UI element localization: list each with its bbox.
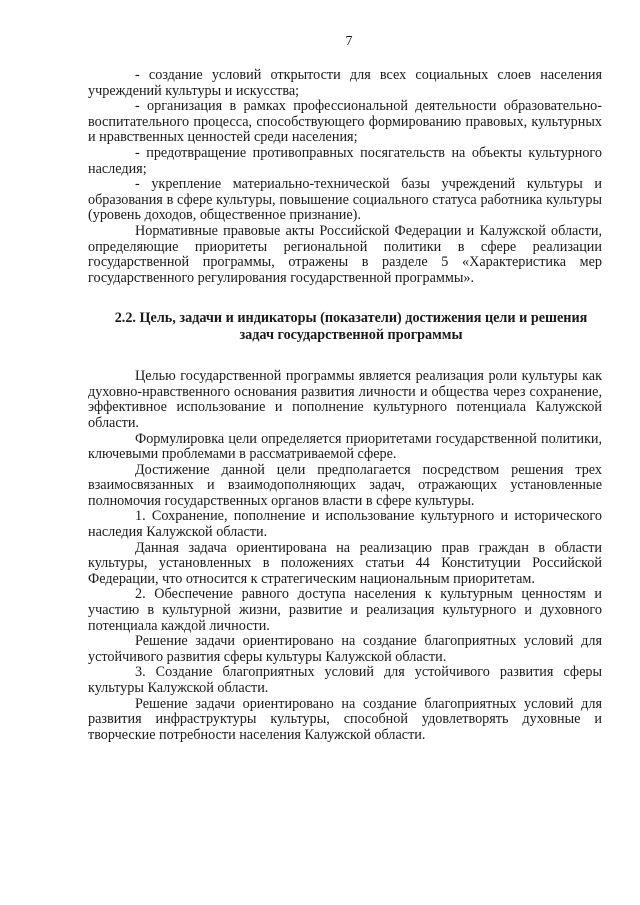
paragraph: Целью государственной программы является реализация роли культуры как духовно-нравственного основания развития личности и общества через сохранение, эффективное использование и пополнение культурного потенциала Калужской области. bbox=[88, 368, 602, 431]
paragraph: - создание условий открытости для всех социальных слоев населения учреждений культуры и искусства; bbox=[88, 67, 602, 99]
paragraph: - предотвращение противоправных посягательств на объекты культурного наследия; bbox=[88, 144, 602, 177]
paragraph: - укрепление материально-технической базы учреждений культуры и образования в сфере культуры, повышение социального статуса работника культуры (уровень доходов, общественное признание). bbox=[88, 176, 602, 224]
bottom-text-block bbox=[88, 369, 602, 743]
page-number: 7 bbox=[345, 34, 353, 49]
section-heading: 2.2. Цель, задачи и индикаторы (показатели) достижения цели и решения задач государственной программы bbox=[114, 310, 588, 343]
paragraph: Решение задачи ориентировано на создание благоприятных условий для развития инфраструктуры культуры, способной удовлетворять духовные и творческие потребности населения Калужской области. bbox=[88, 695, 602, 743]
top-text-block bbox=[88, 68, 602, 286]
paragraph: Нормативные правовые акты Российской Федерации и Калужской области, определяющие приоритеты региональной политики в сфере реализации государственной программы, отражены в разделе 5 «Характеристика мер государственного регулирования государственной программы». bbox=[88, 222, 602, 286]
paragraph: Формулировка цели определяется приоритетами государственной политики, ключевыми проблемами в рассматриваемой сфере. bbox=[88, 430, 602, 463]
paragraph: Достижение данной цели предполагается посредством решения трех взаимосвязанных и взаимодополняющих задач, отражающих установленные полномочия государственных органов власти в сфере культуры. bbox=[88, 461, 602, 509]
paragraph: 3. Создание благоприятных условий для устойчивого развития сферы культуры Калужской области. bbox=[88, 664, 602, 696]
paragraph: Данная задача ориентирована на реализацию прав граждан в области культуры, установленных в положениях статьи 44 Конституции Российской Федерации, что относится к стратегическим национальным приоритетам. bbox=[88, 539, 602, 587]
paragraph: 1. Сохранение, пополнение и использование культурного и исторического наследия Калужской области. bbox=[88, 508, 602, 541]
paragraph: Решение задачи ориентировано на создание благоприятных условий для устойчивого развития сферы культуры Калужской области. bbox=[88, 633, 602, 665]
paragraph: - организация в рамках профессиональной деятельности образовательно-воспитательного процесса, способствующего формированию правовых, культурных и нравственных ценностей среди населения; bbox=[88, 98, 602, 146]
paragraph: 2. Обеспечение равного доступа населения к культурным ценностям и участию в культурной жизни, развитие и реализация культурного и духовного потенциала каждой личности. bbox=[88, 586, 602, 634]
